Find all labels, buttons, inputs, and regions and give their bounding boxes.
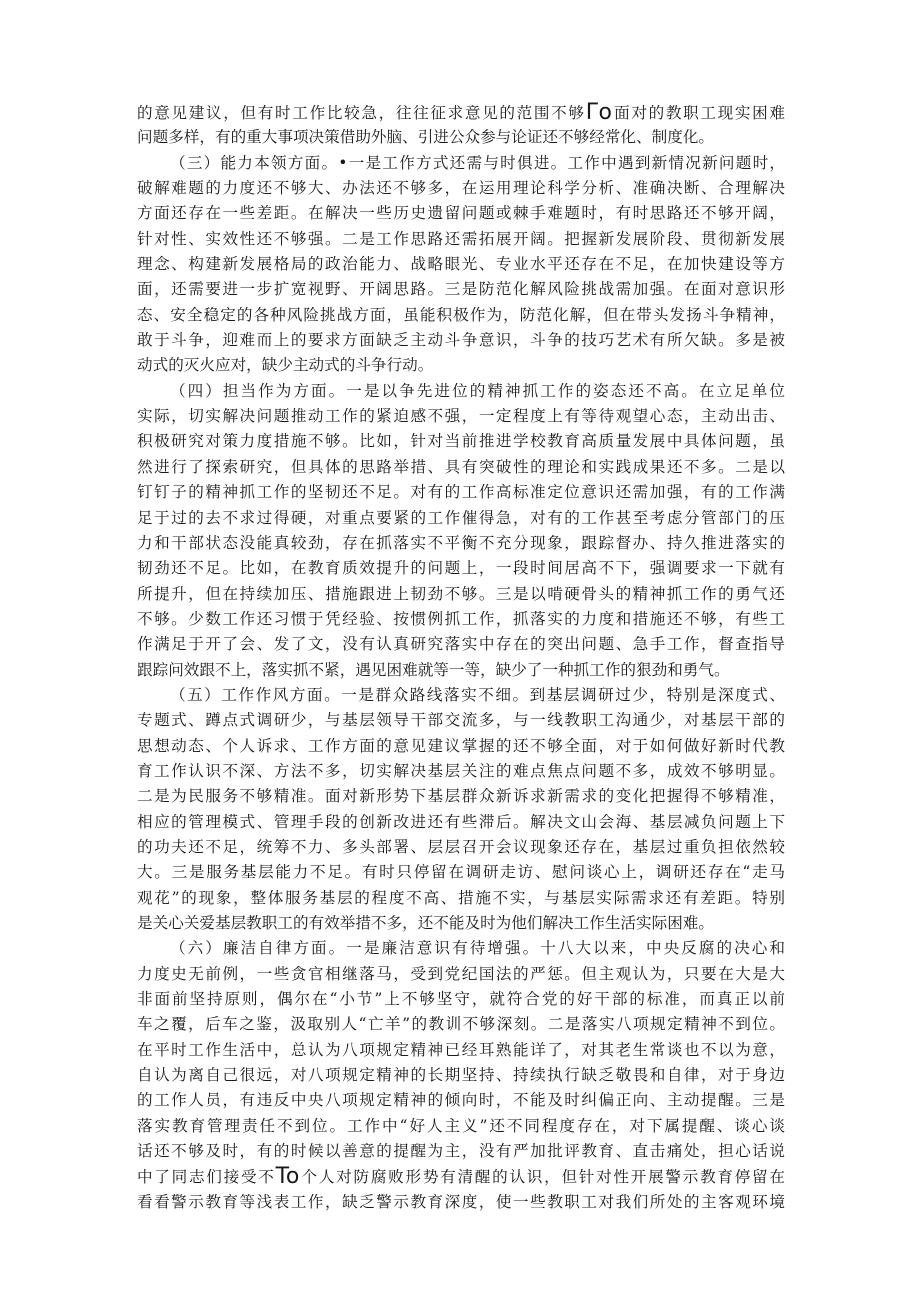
- text-line: [137, 632, 785, 657]
- text-line: [137, 886, 785, 911]
- text-line: [137, 734, 785, 759]
- line-text: 跟踪问效跟不上，落实抓不紧，遇见困难就等一等，缺少了一种抓工作的狠劲和勇气。: [137, 660, 730, 679]
- line-text: 足于过的去不求过得硬，对重点要紧的工作催得急，对有的工作甚至考虑分管部门的压: [137, 508, 785, 527]
- text-line: [137, 531, 785, 556]
- line-text: 看看警示教育等浅表工作，缺乏警示教育深度，使一些教职工对我们所处的主客观环境: [137, 1192, 785, 1211]
- line-text: 思想动态、个人诉求、工作方面的意见建议掌握的还不够全面，对于如何做好新时代教: [137, 736, 785, 755]
- text-line: [137, 683, 785, 708]
- text-line: [137, 328, 785, 353]
- line-text: 理念、构建新发展格局的政治能力、战略眼光、专业水平还存在不足，在加快建设等方: [137, 255, 785, 274]
- line-text: （三）能力本领方面。•一是工作方式还需与时俱进。工作中遇到新情况新问题时，: [170, 153, 785, 172]
- line-text: 作满足于开了会、发了文，没有认真研究落实中存在的突出问题、急手工作，督查指导: [137, 635, 785, 654]
- line-text: 然进行了探索研究，但具体的思路举措、具有突破性的理论和实践成果还不多。二是以: [137, 457, 785, 476]
- text-line: [137, 480, 785, 505]
- text-line: [137, 100, 785, 125]
- line-text: （四）担当作为方面。一是以争先进位的精神抓工作的姿态还不高。在立足单位: [170, 381, 785, 400]
- text-line: [137, 201, 785, 226]
- line-text: 是关心关爱基层教职工的有效举措不多，还不能及时为他们解决工作生活实际困难。: [137, 914, 714, 932]
- document-page: [137, 100, 785, 1215]
- line-text-tail: 面对的教职工现实困难: [612, 104, 785, 122]
- text-line: [137, 759, 785, 784]
- line-text: 中了同志们接受不: [137, 1168, 276, 1187]
- text-line: [137, 353, 785, 378]
- line-text: 落实教育管理责任不到位。工作中“好人主义”还不同程度存在，对下属提醒、谈心谈: [137, 1116, 785, 1135]
- text-line: [137, 455, 785, 480]
- text-line: [137, 658, 785, 683]
- text-line: [137, 911, 785, 936]
- line-text: 针对性、实效性还不够强。二是工作思路还需拓展开阔。把握新发展阶段、贯彻新发展: [137, 229, 785, 248]
- text-line: [137, 227, 785, 252]
- text-line: [137, 1088, 785, 1113]
- line-text: 实际，切实解决问题推动工作的紧迫感不强，一定程度上有等待观望心态，主动出击、: [137, 407, 785, 426]
- text-line: [137, 176, 785, 201]
- line-text: 的功夫还不足，统筹不力、多头部署、层层召开会议现象还存在，基层过重负担依然较: [137, 837, 785, 856]
- line-text: 二是为民服务不够精准。面对新形势下基层群众新诉求新需求的变化把握得不够精准，: [137, 787, 785, 806]
- text-line: [137, 556, 785, 581]
- ocr-artifact-glyph: Γo: [585, 100, 613, 125]
- line-text: 韧劲还不足。比如，在教育质效提升的问题上，一段时间居高不下，强调要求一下就有: [137, 559, 785, 578]
- text-line: [137, 303, 785, 328]
- text-line: [137, 1164, 785, 1189]
- text-line: [137, 936, 785, 961]
- line-text: 自认为离自己很远，对八项规定精神的长期坚持、持续执行缺乏敬畏和自律，对于身边: [137, 1066, 785, 1085]
- line-text: （六）廉洁自律方面。一是廉洁意识有待增强。十八大以来，中央反腐的决心和: [170, 939, 785, 958]
- line-text: 破解难题的力度还不够大、办法还不够多，在运用理论科学分析、准确决断、合理解决: [137, 179, 785, 198]
- text-line: [137, 1012, 785, 1037]
- text-line: [137, 1063, 785, 1088]
- text-line: [137, 252, 785, 277]
- text-line: [137, 1139, 785, 1164]
- line-text: 的意见建议，但有时工作比较急，往往征求意见的范围不够: [137, 104, 586, 122]
- line-text: 方面还存在一些差距。在解决一些历史遗留问题或棘手难题时，有时思路还不够开阔，: [137, 204, 785, 223]
- line-text: 面，还需要进一步扩宽视野、开阔思路。三是防范化解风险挑战需加强。在面对意识形: [137, 280, 785, 299]
- line-text: 力和干部状态没能真较劲，存在抓落实不平衡不充分现象，跟踪督办、持久推进落实的: [137, 533, 785, 552]
- line-text: 动式的灭火应对，缺少主动式的斗争行动。: [137, 356, 434, 375]
- line-text: 观花”的现象，整体服务基层的程度不高、措施不实，与基层实际需求还有差距。特别: [137, 888, 785, 907]
- text-line: [137, 987, 785, 1012]
- text-line: [137, 860, 785, 885]
- line-text: 话还不够及时，有的时候以善意的提醒为主，没有严加批评教育、直击痛处，担心话说: [137, 1142, 785, 1161]
- line-text: 的工作人员，有违反中央八项规定精神的倾向时，不能及时纠偏正向、主动提醒。三是: [137, 1091, 785, 1110]
- text-line: [137, 810, 785, 835]
- line-text: 敢于斗争，迎难而上的要求方面缺乏主动斗争意识，斗争的技巧艺术有所欠缺。多是被: [137, 331, 785, 350]
- ocr-artifact-glyph: To: [275, 1164, 300, 1190]
- text-line: [137, 404, 785, 429]
- text-line: [137, 784, 785, 809]
- line-text: 钉钉子的精神抓工作的坚韧还不足。对有的工作高标准定位意识还需加强，有的工作满: [137, 483, 785, 502]
- line-text: 相应的管理模式、管理手段的创新改进还有些滞后。解决文山会海、基层减负问题上下: [137, 812, 785, 831]
- text-line: [137, 607, 785, 632]
- line-text: 所提升，但在持续加压、措施跟进上韧劲不够。三是以啃硬骨头的精神抓工作的勇气还: [137, 584, 785, 603]
- line-text: （五）工作作风方面。一是群众路线落实不细。到基层调研过少，特别是深度式、: [170, 685, 785, 704]
- line-text: 不够。少数工作还习惯于凭经验、按惯例抓工作，抓落实的力度和措施还不够，有些工: [137, 609, 785, 628]
- text-line: [137, 962, 785, 987]
- text-line: [137, 1114, 785, 1139]
- line-text: 力度史无前例，一些贪官相继落马，受到党纪国法的严惩。但主观认为，只要在大是大: [137, 964, 785, 983]
- line-text: 育工作认识不深、方法不多，切实解决基层关注的难点焦点问题不多，成效不够明显。: [137, 761, 785, 780]
- text-line: [137, 506, 785, 531]
- line-text: 大。三是服务基层能力不足。有时只停留在调研走访、慰问谈心上，调研还存在“走马: [137, 863, 785, 882]
- text-line: [137, 835, 785, 860]
- text-line: [137, 1190, 785, 1215]
- text-line: [137, 429, 785, 454]
- text-line: [137, 151, 785, 176]
- line-text: 非面前坚持原则，偶尔在“小节”上不够坚守，就符合党的好干部的标准，而真正以前: [137, 990, 785, 1009]
- line-text-tail: 个人对防腐败形势有清醒的认识，但针对性开展警示教育停留在: [299, 1168, 785, 1187]
- text-line: [137, 582, 785, 607]
- text-line: [137, 708, 785, 733]
- text-line: [137, 277, 785, 302]
- line-text: 积极研究对策力度措施不够。比如，针对当前推进学校教育高质量发展中具体问题，虽: [137, 432, 785, 451]
- line-text: 专题式、蹲点式调研少，与基层领导干部交流多，与一线教职工沟通少，对基层干部的: [137, 711, 785, 730]
- text-line: [137, 1038, 785, 1063]
- line-text: 态、安全稳定的各种风险挑战方面，虽能积极作为，防范化解，但在带头发扬斗争精神，: [137, 305, 785, 324]
- text-line: [137, 125, 785, 150]
- line-text: 问题多样，有的重大事项决策借助外脑、引进公众参与论证还不够经常化、制度化。: [137, 128, 714, 147]
- line-text: 在平时工作生活中，总认为八项规定精神已经耳熟能详了，对其老生常谈也不以为意，: [137, 1040, 785, 1059]
- line-text: 车之覆，后车之鉴，汲取别人“亡羊”的教训不够深刻。二是落实八项规定精神不到位。: [137, 1015, 785, 1034]
- text-line: [137, 379, 785, 404]
